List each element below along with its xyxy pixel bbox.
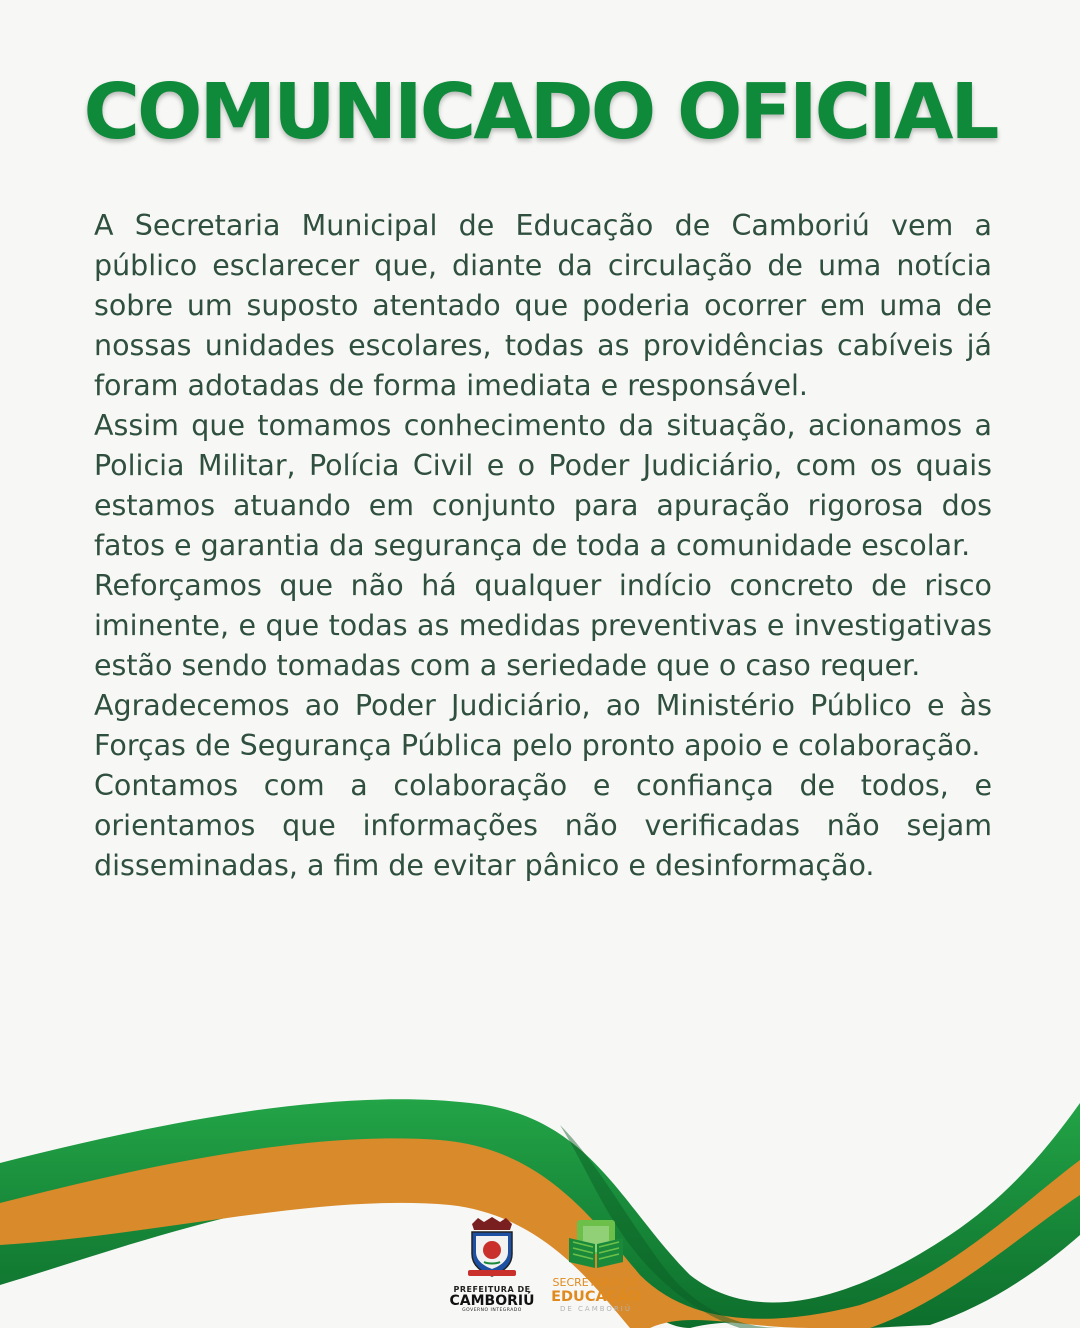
- paragraph-3: Reforçamos que não há qualquer indício concreto de risco iminente, e que todas as medidas preventivas e investigativas estão sendo tomadas com a seriedade que o caso requer.: [94, 569, 992, 682]
- prefeitura-logo: [446, 1216, 538, 1316]
- prefeitura-line3: GOVERNO INTEGRADO: [462, 1308, 522, 1313]
- flag-ribbon-decoration: [0, 1085, 1080, 1328]
- page-title: COMUNICADO OFICIAL: [83, 68, 997, 157]
- secretaria-line2: EDUCAÇÃO: [551, 1289, 641, 1305]
- secretaria-line1: SECRETARIA DE: [552, 1276, 640, 1289]
- paragraph-1: A Secretaria Municipal de Educação de Camboriú vem a público esclarecer que, diante da circulação de uma notícia sobre um suposto atentado que poderia ocorrer em uma de nossas unidades escolares, todas as providências cabíveis já foram adotadas de forma imediata e responsável.: [94, 209, 992, 402]
- announcement-body: [94, 206, 992, 886]
- prefeitura-line2: CAMBORIÚ: [449, 1293, 535, 1309]
- open-book-icon: [565, 1218, 627, 1270]
- paragraph-2: Assim que tomamos conhecimento da situação, acionamos a Policia Militar, Polícia Civil e o Poder Judiciário, com os quais estamos atuando em conjunto para apuração rigorosa dos fatos e garantia da segurança de toda a comunidade escolar.: [94, 409, 992, 562]
- coat-of-arms-icon: [464, 1216, 520, 1278]
- paragraph-4: Agradecemos ao Poder Judiciário, ao Ministério Público e às Forças de Segurança Pública pelo pronto apoio e colaboração.: [94, 689, 992, 762]
- secretaria-line3: DE CAMBORIÚ: [560, 1305, 632, 1313]
- paragraph-5: Contamos com a colaboração e confiança de todos, e orientamos que informações não verificadas não sejam disseminadas, a fim de evitar pânico e desinformação.: [94, 769, 992, 882]
- prefeitura-line1: PREFEITURA DE: [453, 1285, 531, 1294]
- secretaria-logo: [546, 1218, 646, 1318]
